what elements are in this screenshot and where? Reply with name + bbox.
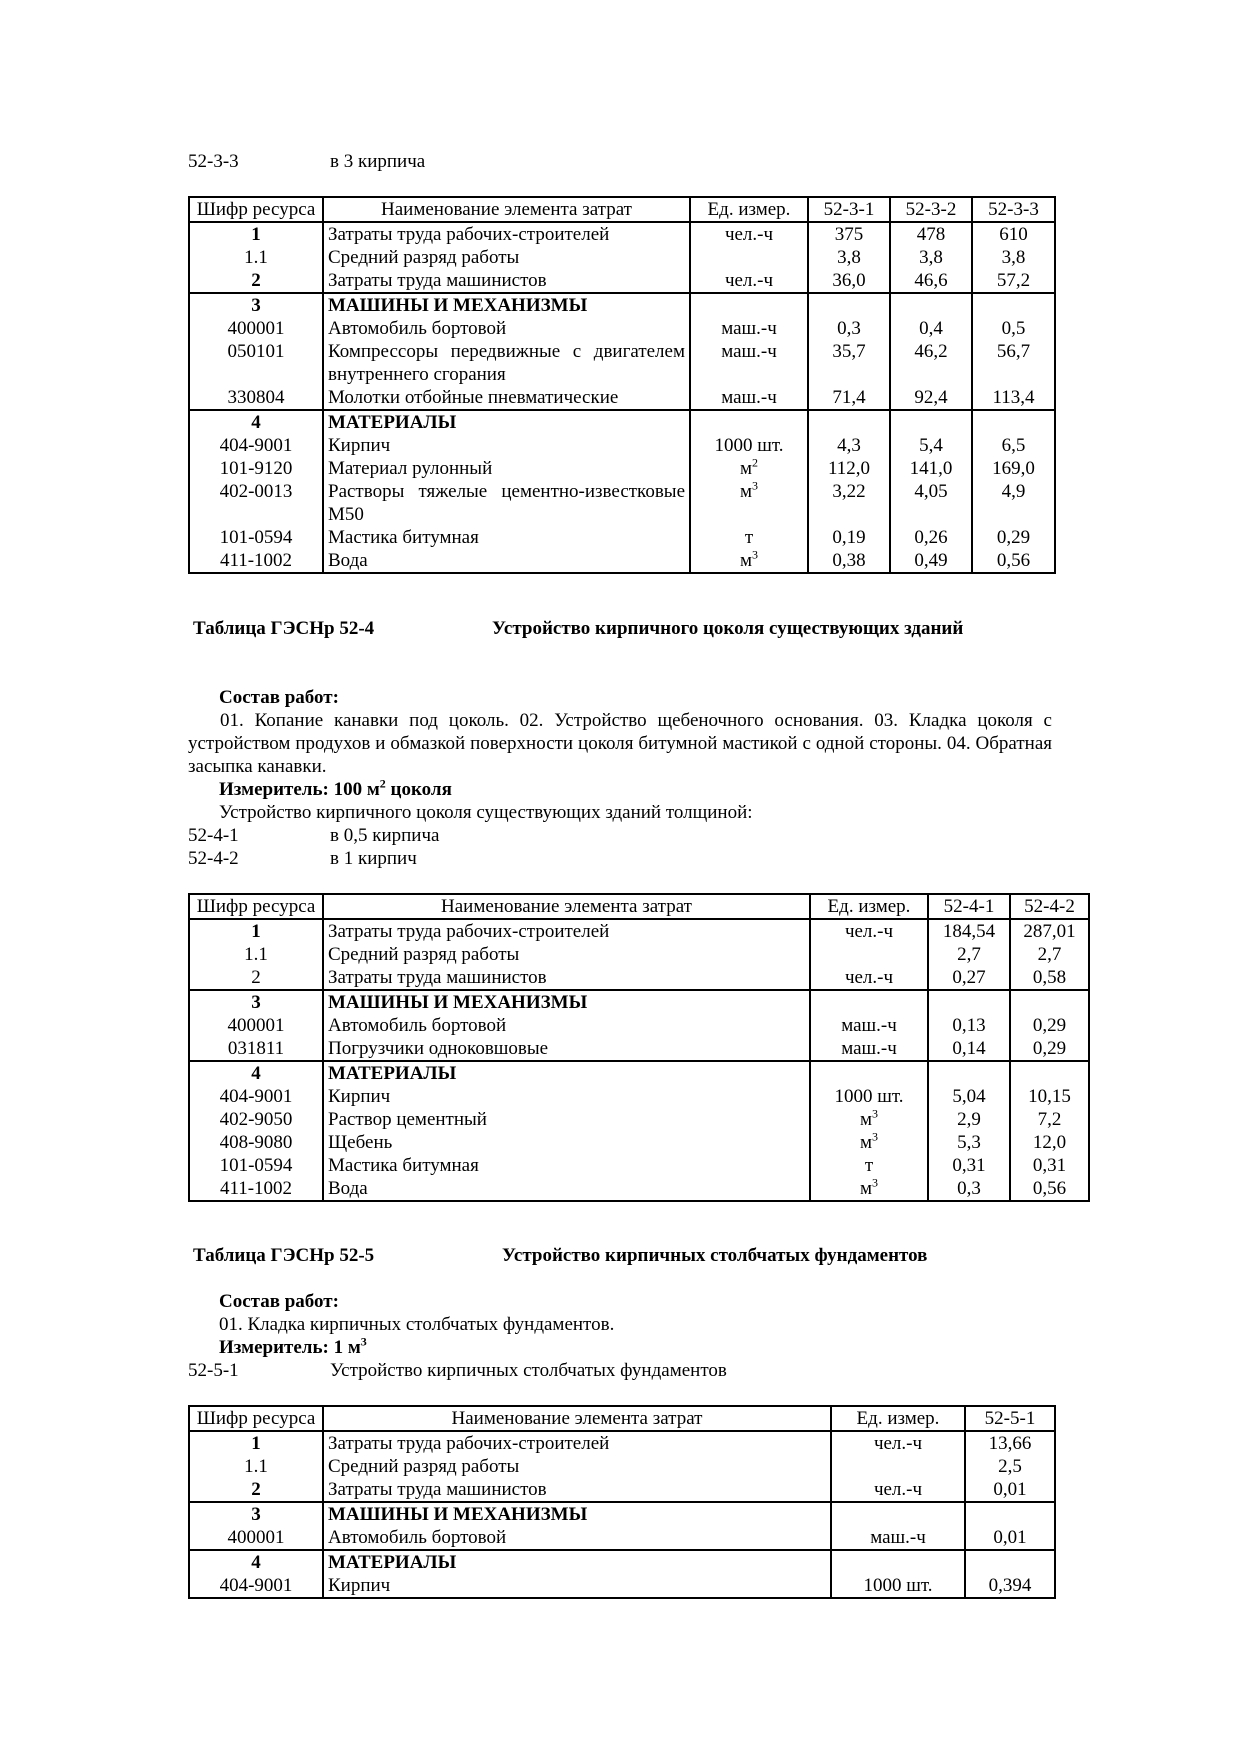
value-cell: 0,38 [808, 549, 890, 573]
value-cell: 0,26 [890, 526, 972, 549]
norm-row [188, 824, 439, 847]
unit-cell [690, 434, 808, 457]
unit-cell [690, 340, 808, 386]
row-group [189, 1061, 1089, 1201]
value-cell: 0,3 [808, 317, 890, 340]
value-cell: 5,3 [928, 1131, 1010, 1154]
value-cell: 184,54 [928, 919, 1010, 943]
table-header-row [189, 894, 1089, 919]
unit-cell [690, 457, 808, 480]
resource-code-cell: 1 [189, 1431, 323, 1455]
row-group [189, 222, 1055, 293]
resource-name-cell: Затраты труда машинистов [323, 269, 690, 293]
value-cell: 6,5 [972, 434, 1055, 457]
table-row [189, 1550, 1055, 1574]
norm-code: 52-3-3 [188, 151, 239, 172]
resource-name-cell: МАШИНЫ И МЕХАНИЗМЫ [323, 990, 810, 1014]
unit-text: чел.-ч [724, 224, 774, 245]
value-cell: 0,29 [1010, 1037, 1089, 1061]
resource-code-cell: 031811 [189, 1037, 323, 1061]
header-cell: Ед. измер. [810, 894, 928, 919]
resource-code-cell: 1.1 [189, 246, 323, 269]
unit-text: чел.-ч [873, 1479, 923, 1500]
table-row [189, 1131, 1089, 1154]
value-cell [972, 293, 1055, 317]
unit-text: маш.-ч [841, 1038, 897, 1059]
value-cell: 7,2 [1010, 1108, 1089, 1131]
value-cell: 2,7 [928, 943, 1010, 966]
resource-name-cell: Вода [323, 1177, 810, 1201]
unit-text: чел.-ч [844, 921, 894, 942]
unit-sup: 3 [872, 1129, 879, 1144]
table-row [189, 1085, 1089, 1108]
value-cell: 3,8 [890, 246, 972, 269]
unit-cell [690, 246, 808, 269]
row-group [189, 1431, 1055, 1502]
table-row [189, 1061, 1089, 1085]
unit-cell [690, 269, 808, 293]
table-row [189, 246, 1055, 269]
value-cell: 375 [808, 222, 890, 246]
header-cell: 52-3-1 [808, 197, 890, 222]
resource-code-cell: 411-1002 [189, 549, 323, 573]
header-cell: 52-3-3 [972, 197, 1055, 222]
measure-sup: 2 [379, 776, 386, 791]
value-cell: 287,01 [1010, 919, 1089, 943]
unit-cell [831, 1431, 965, 1455]
value-cell: 0,49 [890, 549, 972, 573]
value-cell [928, 1061, 1010, 1085]
measure-label [219, 1336, 367, 1359]
table-row [189, 1574, 1055, 1598]
value-cell: 0,01 [965, 1526, 1055, 1550]
unit-text: маш.-ч [721, 387, 777, 408]
table-row [189, 1502, 1055, 1526]
value-cell: 0,14 [928, 1037, 1010, 1061]
header-cell: 52-4-2 [1010, 894, 1089, 919]
table-row [189, 1478, 1055, 1502]
composition-label: Состав работ: [219, 1291, 339, 1312]
value-cell: 4,9 [972, 480, 1055, 526]
table-row [189, 457, 1055, 480]
value-cell: 46,2 [890, 340, 972, 386]
unit-cell [810, 1037, 928, 1061]
value-cell: 0,4 [890, 317, 972, 340]
row-group [189, 293, 1055, 410]
table-row [189, 410, 1055, 434]
norm-text: в 0,5 кирпича [330, 825, 440, 846]
resource-code-cell: 400001 [189, 1526, 323, 1550]
resource-name-cell: Растворы тяжелые цементно-известковые М50 [323, 480, 690, 526]
value-cell: 2,9 [928, 1108, 1010, 1131]
row-group [189, 1550, 1055, 1598]
header-cell: Ед. измер. [831, 1406, 965, 1431]
table-row [189, 1431, 1055, 1455]
value-cell: 5,4 [890, 434, 972, 457]
table-row [189, 966, 1089, 990]
table-row [189, 919, 1089, 943]
measure-label [219, 778, 452, 801]
value-cell [890, 293, 972, 317]
unit-text: маш.-ч [870, 1527, 926, 1548]
table-row [189, 1108, 1089, 1131]
unit-sup: 2 [752, 455, 759, 470]
resource-code-cell: 3 [189, 293, 323, 317]
value-cell: 0,29 [972, 526, 1055, 549]
unit-sup: 3 [872, 1175, 879, 1190]
resource-code-cell: 2 [189, 269, 323, 293]
value-cell: 2,5 [965, 1455, 1055, 1478]
resource-name-cell: Щебень [323, 1131, 810, 1154]
resource-name-cell: Мастика битумная [323, 1154, 810, 1177]
resource-code-cell: 4 [189, 410, 323, 434]
resource-code-cell: 408-9080 [189, 1131, 323, 1154]
header-cell: Наименование элемента затрат [323, 197, 690, 222]
value-cell [965, 1502, 1055, 1526]
resource-name-cell: МАТЕРИАЛЫ [323, 410, 690, 434]
table-header-row [189, 1406, 1055, 1431]
value-cell: 46,6 [890, 269, 972, 293]
unit-cell [810, 1085, 928, 1108]
table-label: Таблица ГЭСНр 52-5 [193, 1245, 375, 1266]
value-cell: 2,7 [1010, 943, 1089, 966]
value-cell [928, 990, 1010, 1014]
resource-name-cell: Материал рулонный [323, 457, 690, 480]
norm-code: 52-5-1 [188, 1360, 239, 1381]
value-cell: 13,66 [965, 1431, 1055, 1455]
table-header-row [189, 197, 1055, 222]
resource-name-cell: Средний разряд работы [323, 246, 690, 269]
unit-cell [831, 1526, 965, 1550]
resource-name-cell: Автомобиль бортовой [323, 317, 690, 340]
resource-name-cell: Вода [323, 549, 690, 573]
value-cell: 3,8 [972, 246, 1055, 269]
value-cell: 57,2 [972, 269, 1055, 293]
unit-text: т [864, 1155, 874, 1176]
resource-name-cell: Средний разряд работы [323, 943, 810, 966]
resource-table-52-4 [188, 893, 1090, 1202]
unit-text: м [739, 481, 753, 502]
table-row [189, 1037, 1089, 1061]
resource-code-cell: 1 [189, 919, 323, 943]
table-row [189, 549, 1055, 573]
table-row [189, 1526, 1055, 1550]
unit-cell [810, 1154, 928, 1177]
unit-cell [690, 480, 808, 526]
unit-text: 1000 шт. [714, 435, 784, 456]
resource-code-cell: 4 [189, 1061, 323, 1085]
value-cell: 0,5 [972, 317, 1055, 340]
unit-cell [810, 1108, 928, 1131]
norm-text: в 3 кирпича [330, 151, 426, 172]
value-cell: 0,394 [965, 1574, 1055, 1598]
resource-name-cell: Погрузчики одноковшовые [323, 1037, 810, 1061]
value-cell: 35,7 [808, 340, 890, 386]
table-row [189, 1177, 1089, 1201]
table-row [189, 317, 1055, 340]
unit-cell [810, 1014, 928, 1037]
value-cell: 0,27 [928, 966, 1010, 990]
value-cell [1010, 1061, 1089, 1085]
unit-cell [690, 317, 808, 340]
resource-name-cell: Мастика битумная [323, 526, 690, 549]
norm-row [188, 150, 425, 173]
resource-name-cell: Компрессоры передвижные с двигателем внутреннего сгорания [323, 340, 690, 386]
unit-text: маш.-ч [841, 1015, 897, 1036]
unit-cell [690, 222, 808, 246]
unit-cell [690, 293, 808, 317]
resource-name-cell: МАШИНЫ И МЕХАНИЗМЫ [323, 293, 690, 317]
value-cell [965, 1550, 1055, 1574]
section-title: Устройство кирпичного цоколя существующих зданий [492, 618, 964, 639]
header-cell: Наименование элемента затрат [323, 1406, 831, 1431]
resource-name-cell: Затраты труда рабочих-строителей [323, 919, 810, 943]
resource-table-52-3 [188, 196, 1056, 574]
unit-cell [831, 1455, 965, 1478]
resource-code-cell: 101-0594 [189, 526, 323, 549]
unit-text: м [739, 458, 753, 479]
resource-name-cell: Затраты труда машинистов [323, 1478, 831, 1502]
unit-text: 1000 шт. [863, 1575, 933, 1596]
value-cell: 10,15 [1010, 1085, 1089, 1108]
unit-text: м [859, 1178, 873, 1199]
resource-code-cell: 1.1 [189, 1455, 323, 1478]
resource-code-cell: 1 [189, 222, 323, 246]
unit-text: м [739, 550, 753, 571]
table-row [189, 943, 1089, 966]
table-row [189, 386, 1055, 410]
header-cell: Наименование элемента затрат [323, 894, 810, 919]
resource-name-cell: Кирпич [323, 434, 690, 457]
value-cell: 56,7 [972, 340, 1055, 386]
header-cell: Шифр ресурса [189, 894, 323, 919]
resource-code-cell: 101-0594 [189, 1154, 323, 1177]
unit-cell [810, 1177, 928, 1201]
table-row [189, 1154, 1089, 1177]
unit-cell [690, 386, 808, 410]
resource-name-cell: МАШИНЫ И МЕХАНИЗМЫ [323, 1502, 831, 1526]
table-row [189, 434, 1055, 457]
resource-name-cell: Молотки отбойные пневматические [323, 386, 690, 410]
header-cell: Ед. измер. [690, 197, 808, 222]
unit-text: м [859, 1109, 873, 1130]
unit-cell [810, 990, 928, 1014]
resource-code-cell: 4 [189, 1550, 323, 1574]
unit-text: м [859, 1132, 873, 1153]
value-cell: 92,4 [890, 386, 972, 410]
table-row [189, 990, 1089, 1014]
unit-text: маш.-ч [721, 318, 777, 339]
table-row [189, 1455, 1055, 1478]
value-cell [972, 410, 1055, 434]
measure-text: Измеритель: 1 м [219, 1337, 361, 1358]
value-cell: 0,56 [1010, 1177, 1089, 1201]
resource-name-cell: Кирпич [323, 1574, 831, 1598]
value-cell: 0,13 [928, 1014, 1010, 1037]
header-cell: 52-4-1 [928, 894, 1010, 919]
resource-code-cell: 3 [189, 990, 323, 1014]
section-title: Устройство кирпичных столбчатых фундаментов [502, 1245, 928, 1266]
unit-cell [831, 1550, 965, 1574]
value-cell: 4,05 [890, 480, 972, 526]
resource-code-cell: 3 [189, 1502, 323, 1526]
resource-code-cell: 2 [189, 966, 323, 990]
unit-sup: 3 [872, 1106, 879, 1121]
row-group [189, 919, 1089, 990]
value-cell: 169,0 [972, 457, 1055, 480]
resource-code-cell: 404-9001 [189, 434, 323, 457]
value-cell: 478 [890, 222, 972, 246]
resource-code-cell: 404-9001 [189, 1085, 323, 1108]
row-group [189, 990, 1089, 1061]
row-group [189, 410, 1055, 573]
unit-text: т [744, 527, 754, 548]
unit-text: чел.-ч [844, 967, 894, 988]
resource-name-cell: Затраты труда машинистов [323, 966, 810, 990]
unit-cell [810, 1061, 928, 1085]
resource-code-cell: 402-9050 [189, 1108, 323, 1131]
value-cell: 113,4 [972, 386, 1055, 410]
table-row [189, 269, 1055, 293]
resource-code-cell: 1.1 [189, 943, 323, 966]
unit-cell [690, 549, 808, 573]
value-cell [808, 293, 890, 317]
unit-cell [810, 966, 928, 990]
norm-row [188, 1359, 727, 1382]
resource-table-52-5 [188, 1405, 1056, 1599]
header-cell: 52-5-1 [965, 1406, 1055, 1431]
table-row [189, 480, 1055, 526]
table-row [189, 1014, 1089, 1037]
value-cell: 0,19 [808, 526, 890, 549]
resource-name-cell: Средний разряд работы [323, 1455, 831, 1478]
resource-code-cell: 400001 [189, 317, 323, 340]
unit-cell [810, 919, 928, 943]
value-cell: 3,8 [808, 246, 890, 269]
norm-code: 52-4-2 [188, 848, 239, 869]
measure-suffix: цоколя [385, 779, 452, 800]
resource-name-cell: Затраты труда рабочих-строителей [323, 222, 690, 246]
value-cell: 36,0 [808, 269, 890, 293]
unit-sup: 3 [752, 478, 759, 493]
value-cell: 71,4 [808, 386, 890, 410]
table-row [189, 293, 1055, 317]
unit-cell [810, 943, 928, 966]
resource-code-cell: 330804 [189, 386, 323, 410]
resource-name-cell: Автомобиль бортовой [323, 1014, 810, 1037]
unit-cell [831, 1502, 965, 1526]
unit-cell [831, 1478, 965, 1502]
resource-code-cell: 400001 [189, 1014, 323, 1037]
resource-code-cell: 050101 [189, 340, 323, 386]
unit-text: 1000 шт. [834, 1086, 904, 1107]
value-cell: 0,56 [972, 549, 1055, 573]
unit-text: маш.-ч [721, 341, 777, 362]
value-cell: 0,31 [928, 1154, 1010, 1177]
value-cell: 0,29 [1010, 1014, 1089, 1037]
norm-text: Устройство кирпичных столбчатых фундаментов [330, 1360, 727, 1381]
composition-text: 01. Кладка кирпичных столбчатых фундаментов. [219, 1314, 615, 1335]
resource-name-cell: Кирпич [323, 1085, 810, 1108]
resource-name-cell: Затраты труда рабочих-строителей [323, 1431, 831, 1455]
composition-label: Состав работ: [219, 687, 339, 708]
intro-text: Устройство кирпичного цоколя существующих зданий толщиной: [219, 802, 753, 823]
norm-row [188, 847, 417, 870]
value-cell: 12,0 [1010, 1131, 1089, 1154]
value-cell: 4,3 [808, 434, 890, 457]
resource-code-cell: 2 [189, 1478, 323, 1502]
value-cell: 5,04 [928, 1085, 1010, 1108]
resource-code-cell: 411-1002 [189, 1177, 323, 1201]
value-cell: 141,0 [890, 457, 972, 480]
value-cell: 0,58 [1010, 966, 1089, 990]
norm-text: в 1 кирпич [330, 848, 417, 869]
resource-name-cell: МАТЕРИАЛЫ [323, 1061, 810, 1085]
header-cell: 52-3-2 [890, 197, 972, 222]
unit-text: чел.-ч [873, 1433, 923, 1454]
table-row [189, 222, 1055, 246]
measure-sup: 3 [360, 1334, 367, 1349]
value-cell: 112,0 [808, 457, 890, 480]
resource-name-cell: МАТЕРИАЛЫ [323, 1550, 831, 1574]
value-cell: 3,22 [808, 480, 890, 526]
resource-code-cell: 402-0013 [189, 480, 323, 526]
value-cell: 0,31 [1010, 1154, 1089, 1177]
unit-cell [690, 410, 808, 434]
resource-name-cell: Раствор цементный [323, 1108, 810, 1131]
value-cell [808, 410, 890, 434]
unit-cell [690, 526, 808, 549]
unit-sup: 3 [752, 547, 759, 562]
value-cell [890, 410, 972, 434]
table-row [189, 526, 1055, 549]
header-cell: Шифр ресурса [189, 197, 323, 222]
header-cell: Шифр ресурса [189, 1406, 323, 1431]
unit-cell [831, 1574, 965, 1598]
value-cell: 610 [972, 222, 1055, 246]
table-row [189, 340, 1055, 386]
unit-cell [810, 1131, 928, 1154]
value-cell [1010, 990, 1089, 1014]
table-label: Таблица ГЭСНр 52-4 [193, 618, 375, 639]
composition-text: 01. Копание канавки под цоколь. 02. Устройство щебеночного основания. 03. Кладка цоколя с устройством продухов и обмазкой поверхности цоколя битумной мастикой с одной стороны. 04. Обратная засыпка канавки. [188, 710, 1052, 777]
resource-name-cell: Автомобиль бортовой [323, 1526, 831, 1550]
resource-code-cell: 101-9120 [189, 457, 323, 480]
value-cell: 0,3 [928, 1177, 1010, 1201]
value-cell: 0,01 [965, 1478, 1055, 1502]
row-group [189, 1502, 1055, 1550]
unit-text: чел.-ч [724, 270, 774, 291]
resource-code-cell: 404-9001 [189, 1574, 323, 1598]
norm-code: 52-4-1 [188, 825, 239, 846]
measure-text: Измеритель: 100 м [219, 779, 380, 800]
